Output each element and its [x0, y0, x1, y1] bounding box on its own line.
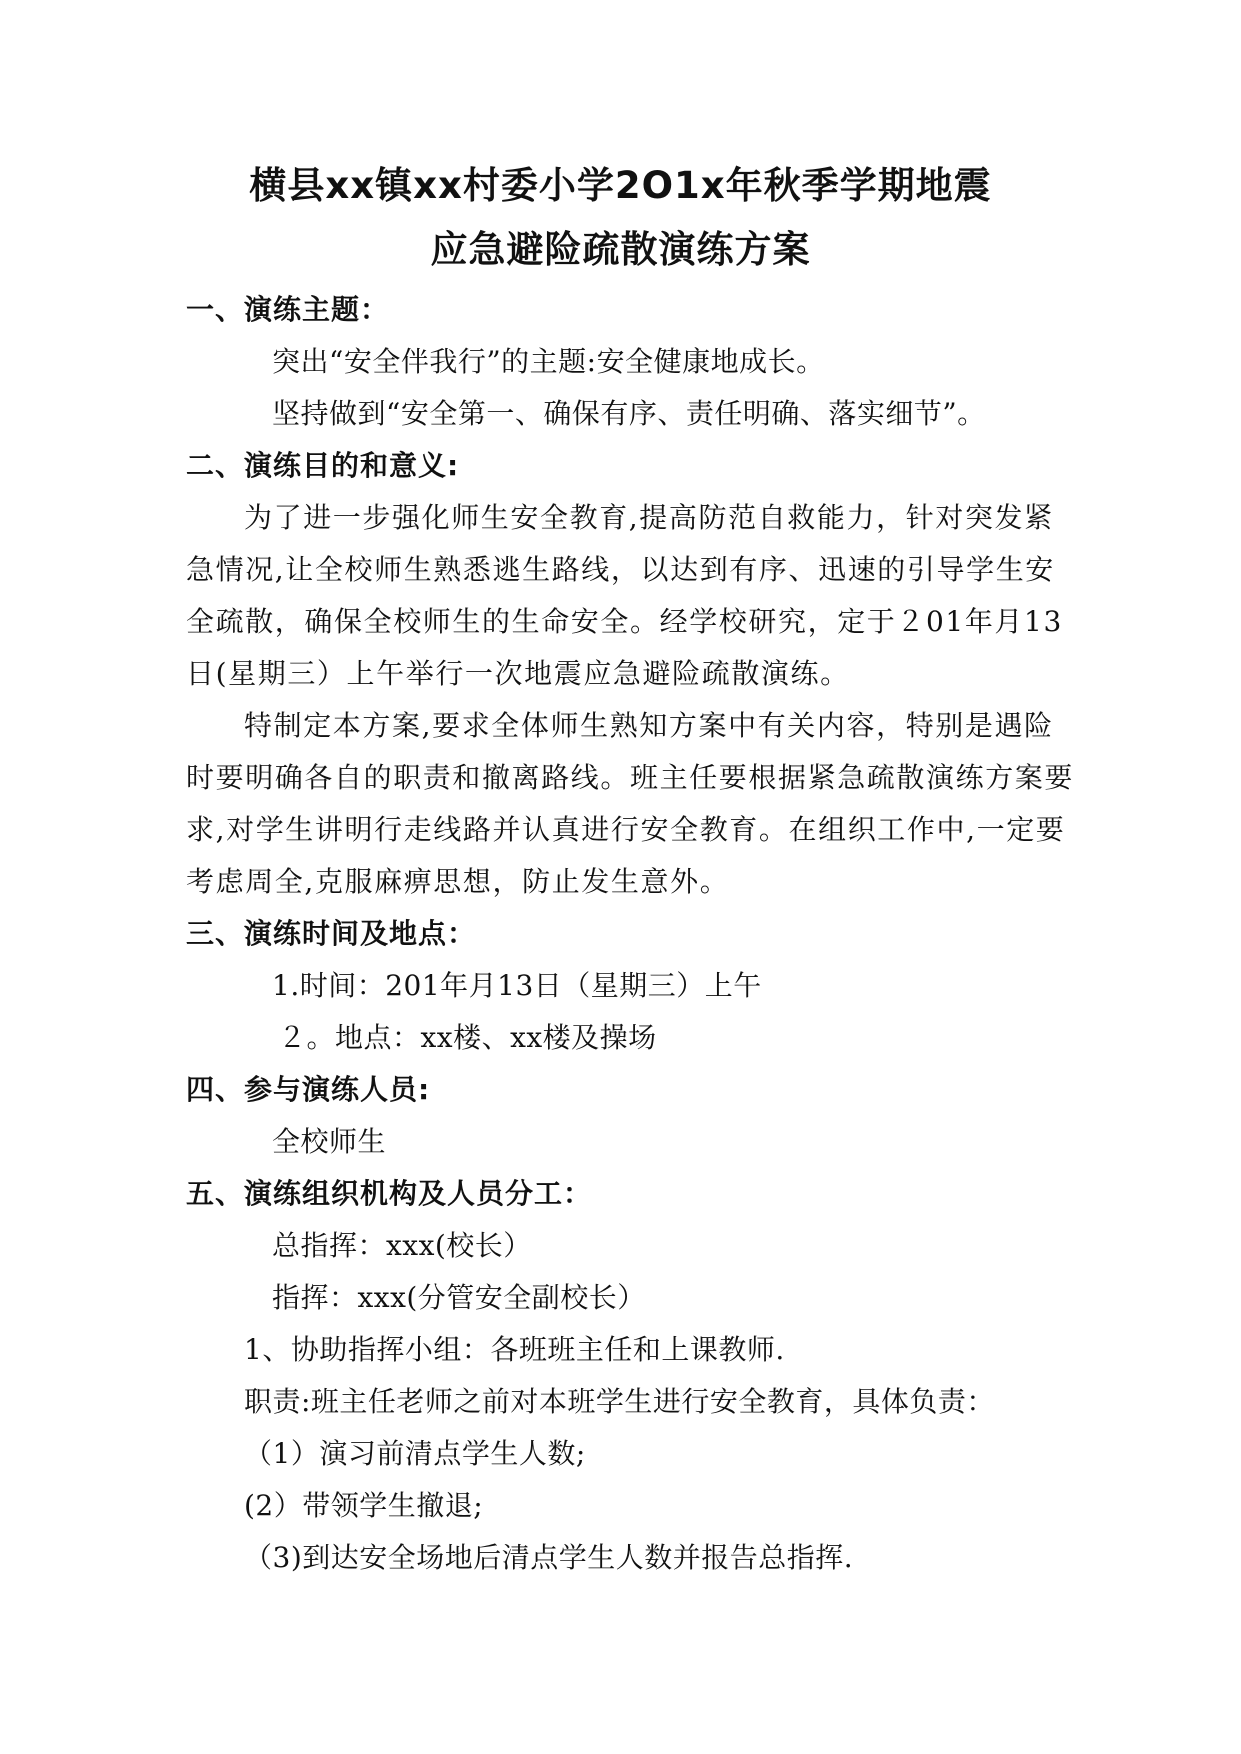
section-3-heading: 三、演练时间及地点：: [186, 917, 477, 950]
section-2-para-2-line-4: 考虑周全,克服麻痹思想，防止发生意外。: [186, 865, 730, 898]
section-2-para-2-line-1: 特制定本方案,要求全体师生熟知方案中有关内容，特别是遇险: [244, 709, 1054, 742]
section-5-item-1: （1）演习前清点学生人数;: [244, 1437, 586, 1470]
section-2-para-1-line-4: 日(星期三）上午举行一次地震应急避险疏散演练。: [186, 657, 850, 690]
section-2-para-1-line-3: 全疏散，确保全校师生的生命安全。经学校研究，定于２01年月13: [186, 605, 1063, 638]
section-5-heading: 五、演练组织机构及人员分工：: [186, 1177, 593, 1210]
section-4-line: 全校师生: [272, 1125, 387, 1158]
section-2-heading: 二、演练目的和意义:: [186, 449, 460, 482]
section-1-heading: 一、演练主题：: [186, 293, 390, 326]
section-5-commander: 总指挥：xxx(校长）: [272, 1229, 532, 1262]
section-3-time: 1.时间：201年月13日（星期三）上午: [272, 969, 762, 1002]
section-1-line-1: 突出“安全伴我行”的主题:安全健康地成长。: [272, 345, 825, 378]
section-5-duty: 职责:班主任老师之前对本班学生进行安全教育，具体负责：: [244, 1385, 995, 1418]
section-5-item-2: (2）带领学生撤退;: [244, 1489, 484, 1522]
section-5-deputy: 指挥：xxx(分管安全副校长）: [272, 1281, 646, 1314]
section-4-heading: 四、参与演练人员:: [186, 1073, 431, 1106]
section-2-para-1-line-2: 急情况,让全校师生熟悉逃生路线，以达到有序、迅速的引导学生安: [186, 553, 1055, 586]
section-5-item-3: （3)到达安全场地后清点学生人数并报告总指挥.: [244, 1541, 854, 1574]
section-2-para-2-line-3: 求,对学生讲明行走线路并认真进行安全教育。在组织工作中,一定要: [186, 813, 1066, 846]
section-2-para-1-line-1: 为了进一步强化师生安全教育,提高防范自救能力，针对突发紧: [244, 501, 1054, 534]
section-2-para-2-line-2: 时要明确各自的职责和撤离路线。班主任要根据紧急疏散演练方案要: [186, 761, 1075, 794]
section-3-place: ２。地点：xx楼、xx楼及操场: [278, 1021, 657, 1054]
section-1-line-2: 坚持做到“安全第一、确保有序、责任明确、落实细节”。: [272, 397, 986, 430]
document-title-line-2: 应急避险疏散演练方案: [430, 228, 811, 271]
document-title-line-1: 横县xx镇xx村委小学2O1x年秋季学期地震: [249, 164, 992, 207]
section-5-group-1: 1、协助指挥小组：各班班主任和上课教师.: [244, 1333, 785, 1366]
